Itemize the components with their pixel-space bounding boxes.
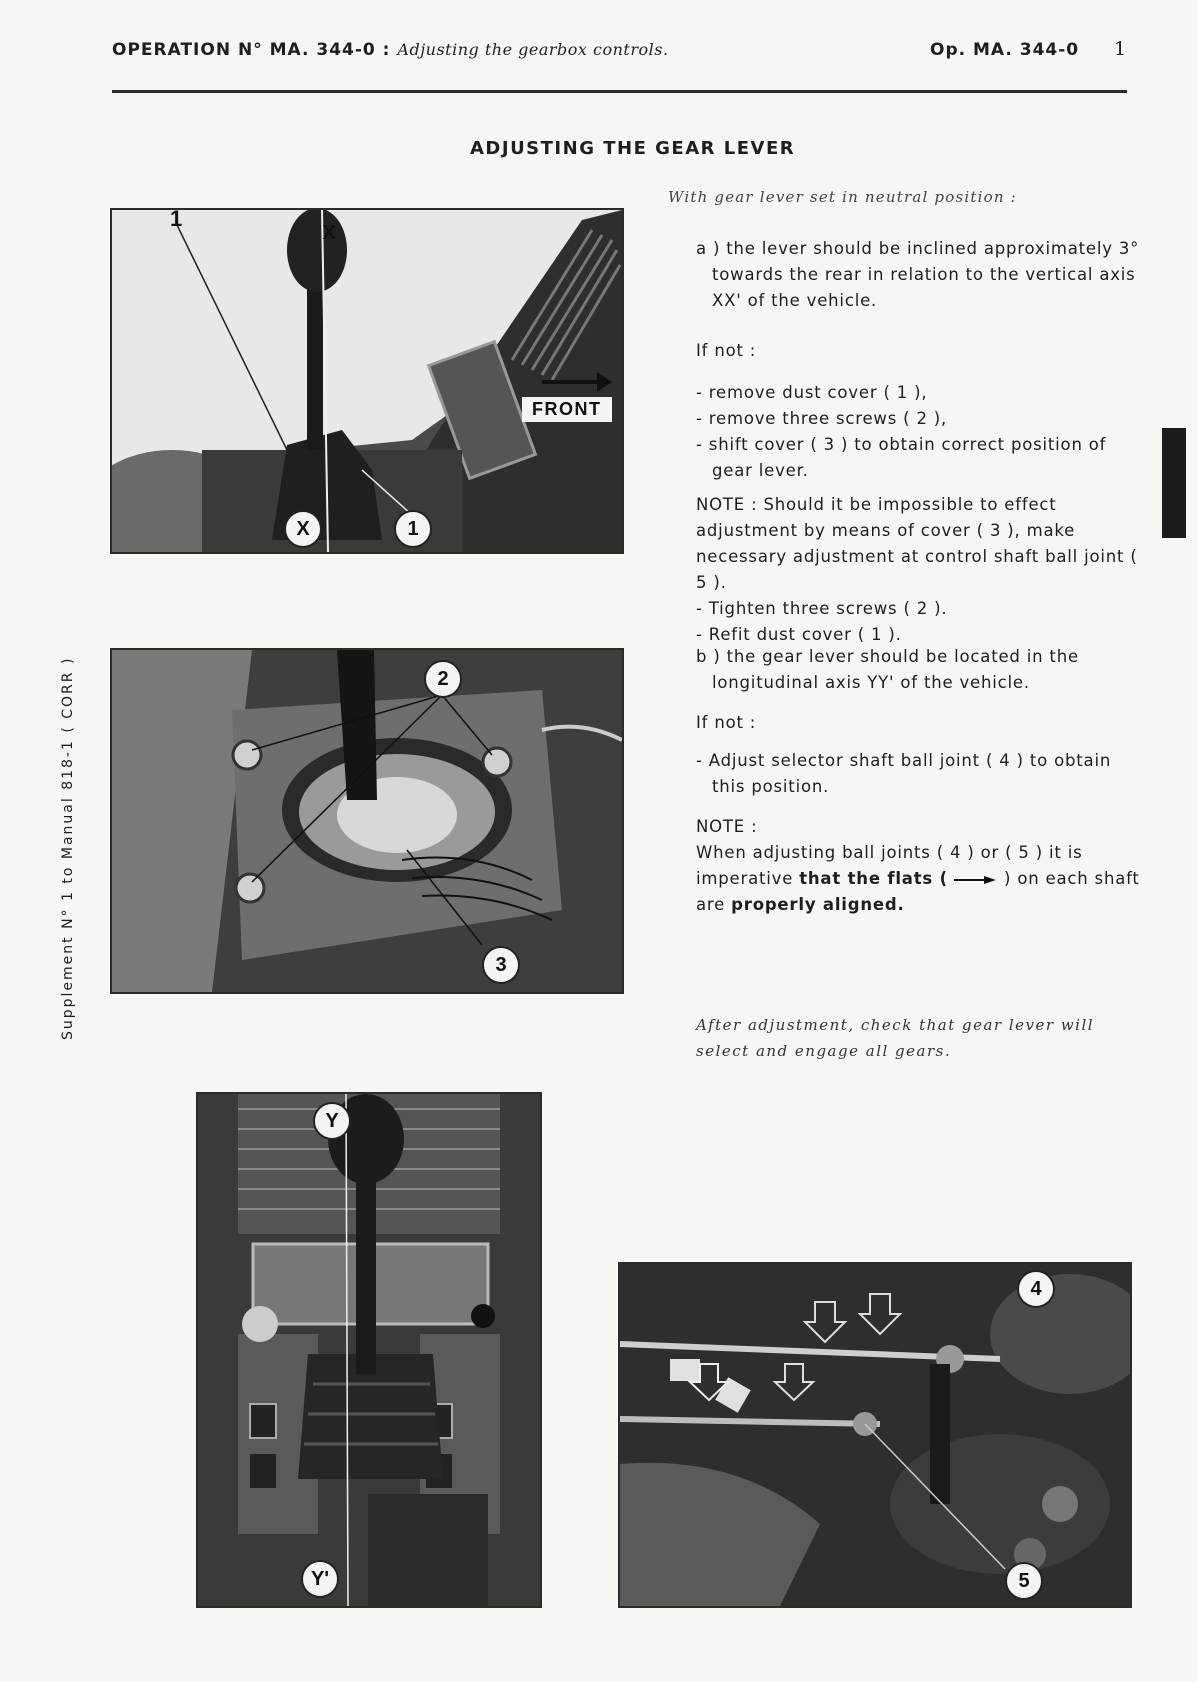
figure-gear-lever-side-view xyxy=(110,208,624,554)
step-b-note-text-1: When adjusting ball joints ( 4 ) or ( 5 ) it is imperative xyxy=(696,843,1083,888)
callout-x-bottom: X xyxy=(284,510,322,548)
header-rule xyxy=(112,90,1127,93)
callout-5: 5 xyxy=(1005,1562,1043,1600)
callout-y-top: Y xyxy=(313,1102,351,1140)
step-b-note-text-2: ) on each shaft xyxy=(1004,869,1140,888)
figure-gear-lever-top-view xyxy=(196,1092,542,1608)
step-b-text: b ) the gear lever should be located in the longitudinal axis YY' of the vehicle. xyxy=(696,647,1079,692)
callout-4: 4 xyxy=(1017,1270,1055,1308)
step-b-block xyxy=(666,644,1141,918)
flat-arrow-icon xyxy=(954,875,998,885)
step-b-action: - Adjust selector shaft ball joint ( 4 ) to obtain this position. xyxy=(696,751,1112,796)
step-a-after-action-2: - Refit dust cover ( 1 ). xyxy=(696,625,902,644)
step-b-note-bold-2: properly aligned. xyxy=(731,895,905,914)
intro-text: With gear lever set in neutral position : xyxy=(668,188,1017,206)
after-adjustment-text: After adjustment, check that gear lever will select and engage all gears. xyxy=(696,1016,1095,1060)
operation-reference: Op. MA. 344-0 xyxy=(930,40,1080,60)
photo-ball-joints xyxy=(620,1264,1130,1606)
page-number: 1 xyxy=(1114,38,1127,60)
photo-cover-screws xyxy=(112,650,622,992)
callout-1-top: 1 xyxy=(170,208,183,231)
figure-cover-screws xyxy=(110,648,624,994)
section-title: ADJUSTING THE GEAR LEVER xyxy=(470,138,796,159)
operation-number: OPERATION N° MA. 344-0 : xyxy=(112,40,391,60)
callout-1-bottom: 1 xyxy=(394,510,432,548)
photo-gear-lever-side xyxy=(112,210,622,552)
thumb-index-tab xyxy=(1162,428,1186,538)
callout-y-bottom: Y' xyxy=(301,1560,339,1598)
step-a-after-action-1: - Tighten three screws ( 2 ). xyxy=(696,599,948,618)
step-a-action-3: - shift cover ( 3 ) to obtain correct position of gear lever. xyxy=(696,435,1107,480)
callout-3: 3 xyxy=(482,946,520,984)
photo-gear-lever-top xyxy=(198,1094,540,1606)
step-b-note-label: NOTE : xyxy=(696,817,758,836)
side-note: Supplement N° 1 to Manual 818-1 ( CORR ) xyxy=(60,656,76,1040)
figure-ball-joints xyxy=(618,1262,1132,1608)
step-a-text: a ) the lever should be inclined approximately 3° towards the rear in relation to the vertical axis XX' of the vehicle. xyxy=(696,239,1140,310)
step-a-action-1: - remove dust cover ( 1 ), xyxy=(696,383,928,402)
step-a-action-2: - remove three screws ( 2 ), xyxy=(696,409,948,428)
step-b-note-bold: that the flats ( xyxy=(799,869,948,888)
step-b-note-text-3: are xyxy=(696,895,726,914)
step-a-if-not: If not : xyxy=(696,341,757,360)
step-b-note xyxy=(666,840,1141,918)
operation-subject: Adjusting the gearbox controls. xyxy=(397,40,669,59)
operation-header xyxy=(112,40,669,60)
front-arrow-label: FRONT xyxy=(522,397,612,422)
step-a-block xyxy=(666,236,1141,648)
callout-x-top: X xyxy=(322,222,336,244)
step-a-note: NOTE : Should it be impossible to effect adjustment by means of cover ( 3 ), make necessary adjustment at control shaft ball joint ( 5 ). xyxy=(696,495,1138,592)
step-b-if-not: If not : xyxy=(696,713,757,732)
callout-2: 2 xyxy=(424,660,462,698)
